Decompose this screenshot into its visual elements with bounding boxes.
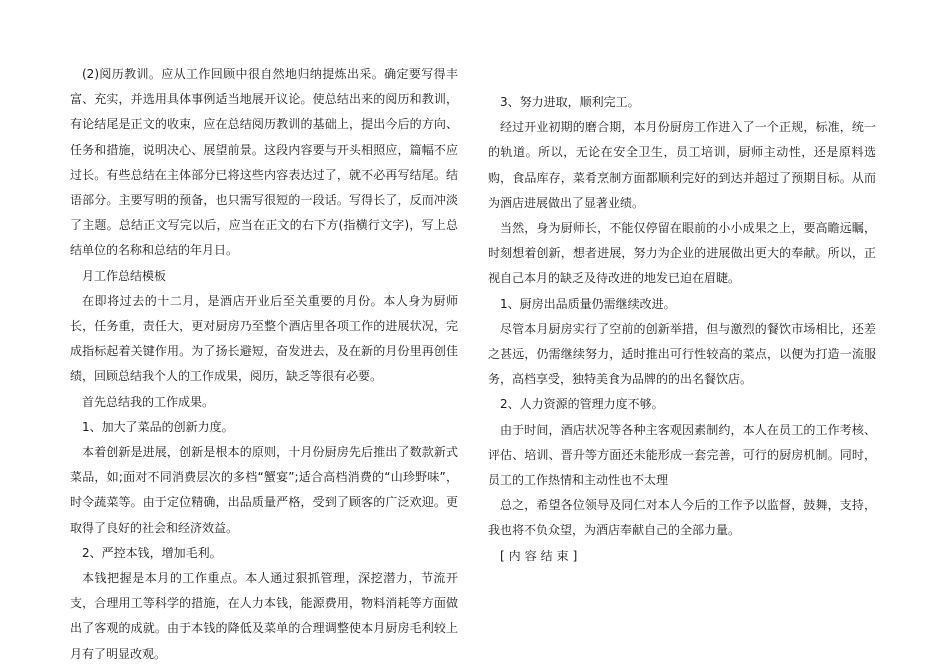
heading-improve-2: 2、人力资源的管理力度不够。	[500, 397, 664, 412]
paragraph-quality: 尽管本月厨房实行了空前的创新举措，但与激烈的餐饮市场相比，还差之甚远，仍需继续努力，适时推出可行性较高的菜点，以便为打造一流服务，高档享受，独特美食为品牌的的出名餐饮店。	[488, 321, 876, 387]
paragraph-intro: 在即将过去的十二月，是酒店开业后至关重要的月份。本人身为厨师长，任务重，责任大，更对厨房乃至整个酒店里各项工作的进展状况，完成指标起着关键作用。为了扬长避短，奋发进去，及在新的月份里再创佳绩，回顾总结我个人的工作成果，阅历，缺乏等很有必要。	[70, 293, 458, 384]
paragraph-cost-control: 本钱把握是本月的工作重点。本人通过狠抓管理，深挖潜力，节流开支，合理用工等科学的措施，在人力本钱，能源费用，物料消耗等方面做出了客观的成就。由于本钱的降低及菜单的合理调整使本月厨房毛利较上月有了明显改观。	[70, 571, 458, 661]
paragraph-achievements-lead: 首先总结我的工作成果。	[82, 394, 215, 409]
heading-item-3: 3、努力进取，顺利完工。	[500, 95, 640, 109]
end-marker: [内容结束]	[500, 548, 582, 563]
paragraph-running-in: 经过开业初期的磨合期，本月份厨房工作进入了一个正规，标准，统一的轨道。所以，无论在安全卫生，员工培训，厨师主动性，还是原料选购，食品库存，菜肴烹制方面都顺利完好的到达并超过了预期目标。从而为酒店进展做出了显著业绩。	[488, 120, 876, 210]
paragraph-lessons: (2)阅历教训。应从工作回顾中很自然地归纳提炼出采。确定要写得丰富、充实，并选用具体事例适当地展开议论。使总结出来的阅历和教训，有论结尾是正文的收束，应在总结阅历教训的基础上，提出今后的方向、任务和措施，说明决心、展望前景。这段内容要与开头相照应，篇幅不应过长。有些总结在主体部分已将这些内容表达过了，就不必再写结尾。结语部分。主要写明的预备，也只需写很短的一段话。写得长了，反而冲淡了主题。总结正文写完以后，应当在正文的右下方(指横行文字)，写上总结单位的名称和总结的年月日。	[70, 67, 458, 258]
heading-improve-1: 1、厨房出品质量仍需继续改进。	[500, 296, 676, 311]
right-column	[488, 90, 876, 569]
heading-item-2: 2、严控本钱，增加毛利。	[82, 545, 222, 560]
paragraph-conclusion: 总之，希望各位领导及同仁对本人今后的工作予以监督，鼓舞，支持，我也将不负众望，为酒店奉献自己的全部力量。	[488, 498, 876, 538]
section-title-template: 月工作总结模板	[82, 268, 167, 283]
heading-item-1: 1、加大了菜品的创新力度。	[82, 419, 234, 434]
paragraph-outlook: 当然，身为厨师长，不能仅停留在眼前的小小成果之上，要高瞻远瞩，时刻想着创新，想者进展，努力为企业的进展做出更大的奉献。所以，正视自己本月的缺乏及待改进的地发已迫在眉睫。	[488, 221, 876, 286]
paragraph-innovation: 本着创新是进展，创新是根本的原则，十月份厨房先后推出了数款新式菜品，如;面对不同消费层次的多档“蟹宴”;适合高档消费的“山珍野味”，时令蔬菜等。由于定位精确，出品质量严格，受到了顾客的广泛欢迎。更取得了良好的社会和经济效益。	[70, 445, 458, 535]
paragraph-hr: 由于时间，酒店状况等各种主客观因素制约，本人在员工的工作考核、评估、培训、晋升等方面还未能形成一套完善，可行的厨房机制。同时，员工的工作热情和主动性也不太理	[488, 422, 876, 488]
left-column	[70, 62, 458, 667]
